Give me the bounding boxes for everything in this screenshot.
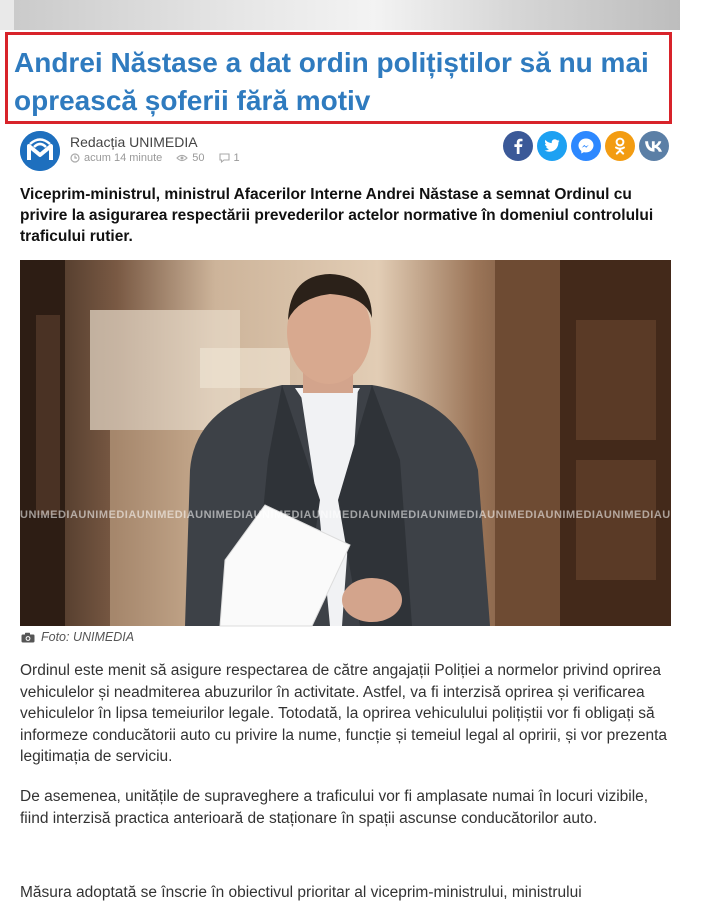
twitter-icon [544,139,560,153]
article-lead: Viceprim-ministrul, ministrul Afacerilor Interne Andrei Năstase a semnat Ordinul cu privire la asigurarea respectării prevederilor actelor normative în domeniul controlului traficului rutier. [20,186,654,245]
comment-icon [219,153,230,163]
article-paragraph-1: Ordinul este menit să asigure respectarea de către angajații Poliției a normelor privind oprirea vehiculelor și neadmiterea abuzurilor în activitate. Astfel, va fi interzisă oprirea și verificarea vehiculelor în lipsa temeiurilor legale. Totodată, la oprirea vehiculului polițiștii vor fi obligați să informeze conducătorii auto cu privire la nume, funcție și temeiul legal al opririi, și vor prezenta legitimația de serviciu. [20,662,667,765]
vk-share-button[interactable] [639,131,669,161]
messenger-icon [578,138,594,154]
views-stat [176,152,204,164]
avatar[interactable] [20,131,60,171]
unimedia-logo-icon [20,131,60,171]
facebook-share-button[interactable] [503,131,533,161]
comments-count: 1 [233,152,240,164]
minister-photo-illustration [20,260,721,626]
vk-icon [645,141,663,152]
views-count: 50 [192,152,205,164]
article-paragraph-3: Măsura adoptată se înscrie în obiectivul prioritar al viceprim-ministrului, ministrului [20,884,582,901]
publish-time: acum 14 minute [84,152,163,164]
article-title: Andrei Năstase a dat ordin polițiștilor să nu mai oprească șoferii fără motiv [14,47,649,116]
top-image-strip [0,0,680,30]
messenger-share-button[interactable] [571,131,601,161]
photo-watermark: UNIMEDIAUNIMEDIAUNIMEDIAUNIMEDIAUNIMEDIAUNIMEDIAUNIMEDIAUNIMEDIAUNIMEDIAUNIMEDIAUNIMEDIAUNIMEDIA [20,509,721,521]
photo-caption-text: Foto: UNIMEDIA [41,630,135,644]
photo-caption [21,630,134,644]
article-paragraph-2: De asemenea, unitățile de supraveghere a traficului vor fi amplasate numai în locuri vizibile, fiind interzisă practica anterioară de staționare în spații ascunse conducătorilor auto. [20,788,649,827]
comments-stat[interactable] [219,152,240,164]
share-buttons [503,131,669,161]
facebook-icon [511,138,525,154]
odnoklassniki-icon [614,137,626,155]
time-stat [70,152,162,164]
article-photo[interactable] [20,260,721,626]
article-meta [20,131,670,175]
article-stats [70,152,240,164]
twitter-share-button[interactable] [537,131,567,161]
odnoklassniki-share-button[interactable] [605,131,635,161]
eye-icon [176,154,188,162]
camera-icon [21,632,35,643]
clock-icon [70,153,80,163]
author-name[interactable]: Redacția UNIMEDIA [70,134,198,150]
